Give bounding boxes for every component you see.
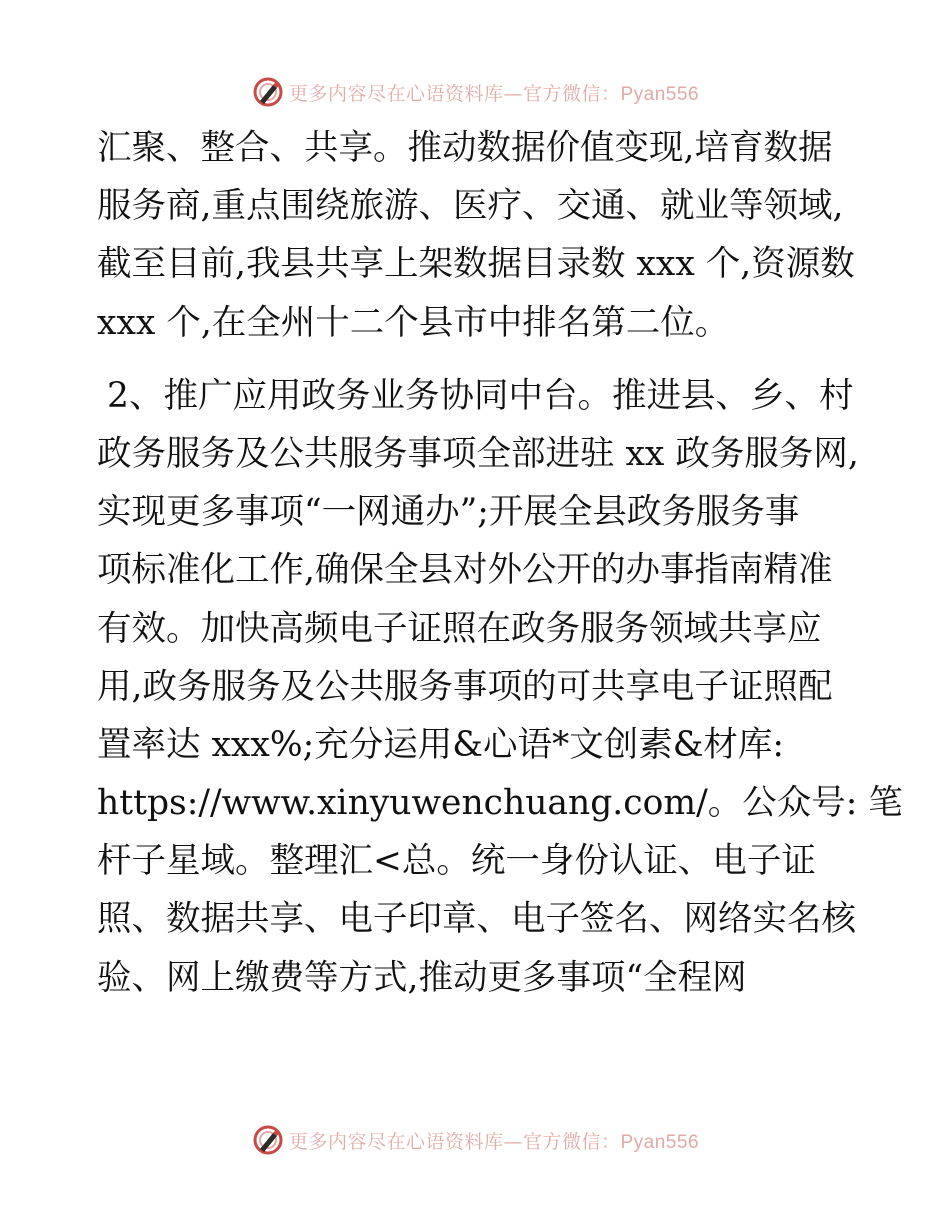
text-line: 用,政务服务及公共服务事项的可共享电子证照配 (97, 666, 833, 707)
paragraph-2 (97, 367, 903, 1007)
text-line: 项标准化工作,确保全县对外公开的办事指南精准 (97, 550, 833, 591)
pen-logo-icon (251, 1123, 285, 1157)
header-watermark-banner (0, 72, 950, 112)
text-line: 服务商,重点围绕旅游、医疗、交通、就业等领域, (97, 186, 844, 227)
footer-watermark-text: 更多内容尽在心语资料库—官方微信：Pyan556 (288, 1130, 700, 1153)
text-line: 杆子星域。整理汇<总。统一身份认证、电子证 (97, 841, 816, 882)
text-line: 照、数据共享、电子印章、电子签名、网络实名核 (97, 899, 856, 940)
text-line: xxx 个,在全州十二个县市中排名第二位。 (97, 302, 730, 343)
pen-logo-icon (251, 75, 285, 109)
text-line: 验、网上缴费等方式,推动更多事项“全程网 (97, 957, 747, 998)
url-text-line: https://www.xinyuwenchuang.com/。公众号: 笔 (97, 783, 903, 824)
text-line: 2、推广应用政务业务协同中台。推进县、乡、村 (107, 375, 854, 416)
paragraph-1 (97, 119, 857, 352)
text-line: 汇聚、整合、共享。推动数据价值变现,培育数据 (97, 128, 833, 168)
text-line: 政务服务及公共服务事项全部进驻 xx 政务服务网, (97, 433, 859, 474)
footer-watermark-banner (0, 1120, 950, 1160)
document-body (97, 119, 903, 1007)
header-watermark-text: 更多内容尽在心语资料库—官方微信：Pyan556 (288, 82, 700, 105)
text-line: 置率达 xxx%;充分运用&心语*文创素&材库: (97, 724, 785, 765)
text-line: 实现更多事项“一网通办”;开展全县政务服务事 (97, 492, 800, 533)
text-line: 截至目前,我县共享上架数据目录数 xxx 个,资源数 (97, 244, 855, 285)
text-line: 有效。加快高频电子证照在政务服务领域共享应 (97, 608, 822, 649)
